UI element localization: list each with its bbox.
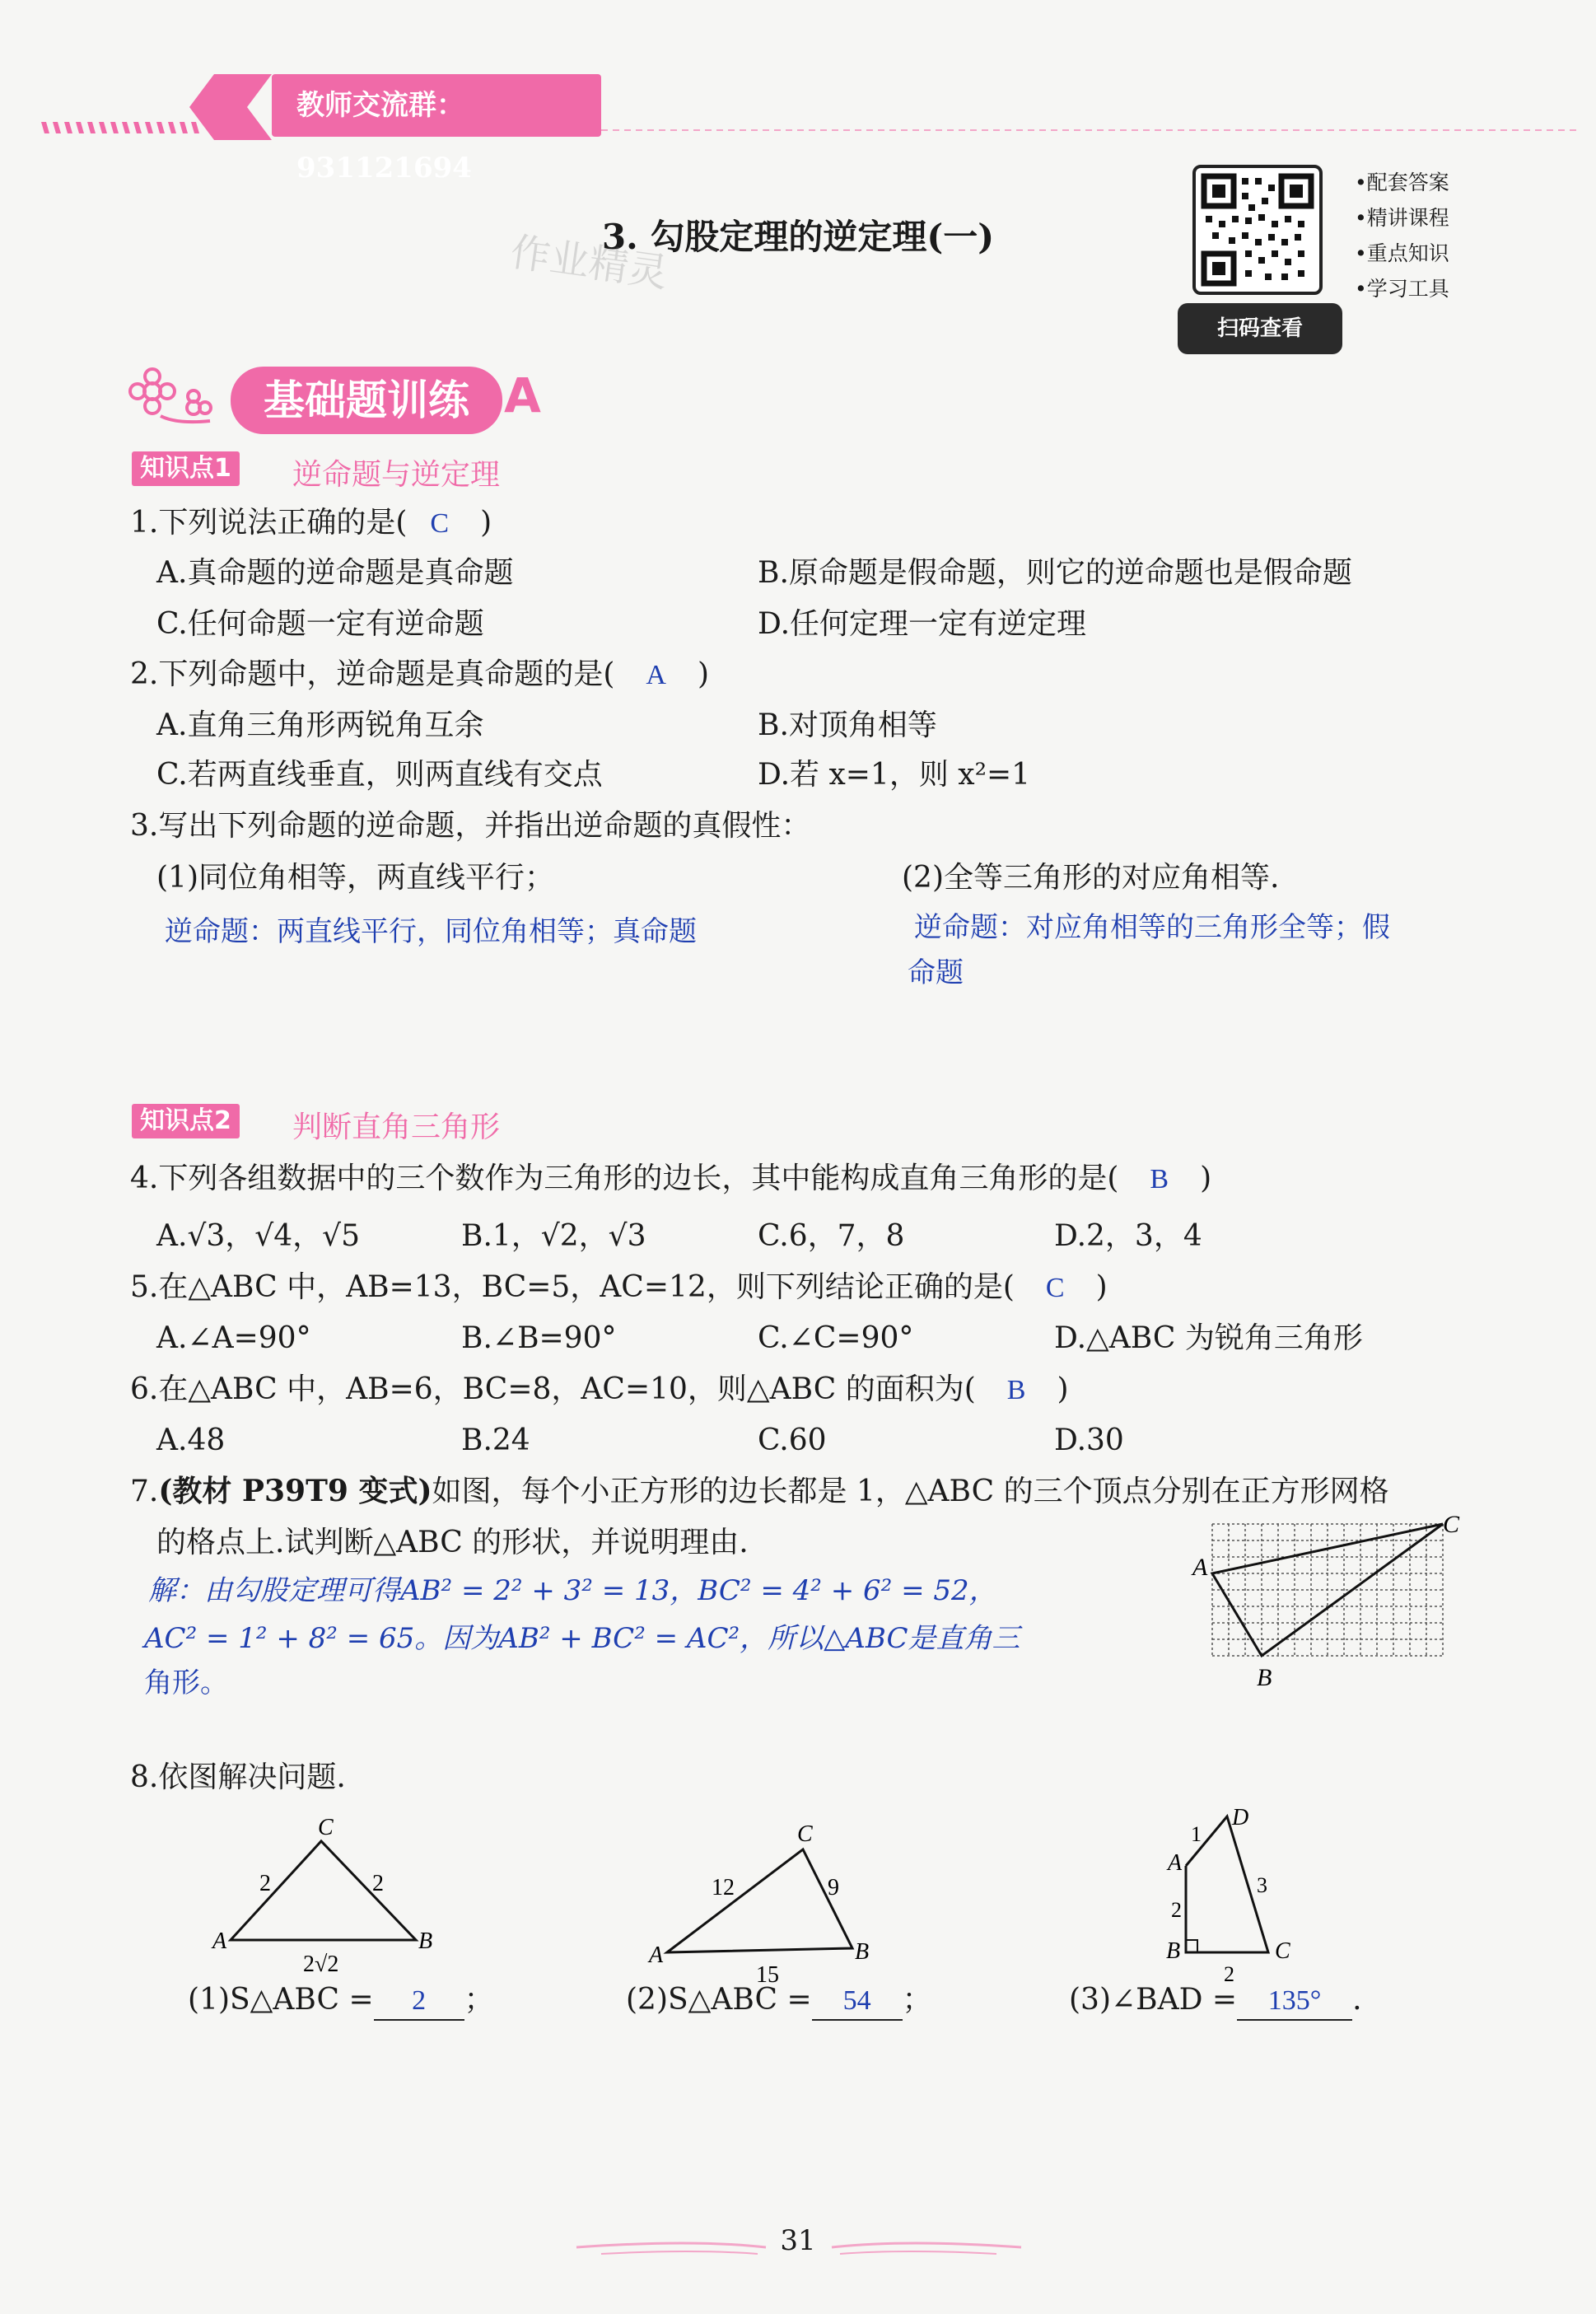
page-number: 31	[780, 2224, 816, 2257]
q5-option-c: C.∠C=90°	[758, 1321, 914, 1355]
kp2-name: 判断直角三角形	[292, 1110, 501, 1144]
q5-stem: 5.在△ABC 中，AB=13，BC=5，AC=12，则下列结论正确的是( C )	[130, 1270, 1108, 1304]
q7-solution-line3: 角形。	[144, 1667, 228, 1699]
f3-side-cd: 3	[1257, 1873, 1267, 1897]
q4-option-d: D.2，3，4	[1054, 1219, 1202, 1253]
f1-side-bc: 2	[372, 1871, 384, 1896]
f3-side-ab: 2	[1171, 1898, 1182, 1922]
q7-solution-line1: 解：由勾股定理可得AB² = 2² + 3² = 13，BC² = 4² + 6² = 52，	[148, 1574, 997, 1607]
f3-side-ad: 1	[1191, 1822, 1202, 1846]
f1-side-ab: 2√2	[303, 1952, 339, 1977]
q8-part3: (3)∠BAD = 135° .	[1069, 1981, 1362, 2021]
qr-item-knowledge: •重点知识	[1355, 241, 1449, 265]
section-level: A	[504, 367, 541, 423]
q7-source: (教材 P39T9 变式)	[158, 1474, 432, 1508]
q8-figure3	[1153, 1800, 1318, 1998]
q1-option-c: C.任何命题一定有逆命题	[156, 607, 484, 641]
q6-option-d: D.30	[1054, 1423, 1124, 1457]
f1-label-a: A	[212, 1928, 227, 1954]
q3-answer2-line2: 命题	[908, 956, 964, 989]
q2-option-b: B.对顶角相等	[758, 708, 937, 742]
q3-answer1: 逆命题：两直线平行，同位角相等；真命题	[165, 915, 697, 948]
q8-part1: (1)S△ABC = 2 ；	[188, 1981, 494, 2021]
q1-option-b: B.原命题是假命题，则它的逆命题也是假命题	[758, 556, 1352, 590]
q8-stem: 8.依图解决问题.	[130, 1760, 346, 1794]
q5-option-b: B.∠B=90°	[461, 1321, 617, 1355]
f3-label-b: B	[1166, 1938, 1181, 1964]
qr-item-tools: •学习工具	[1355, 277, 1449, 301]
q1-answer: C	[430, 508, 450, 539]
q8-figure2	[642, 1821, 898, 1985]
q7-label-c: C	[1443, 1516, 1460, 1538]
header-stripes	[0, 66, 1596, 148]
q7-grid-figure	[1178, 1516, 1474, 1697]
q8-answer1: 2	[374, 1984, 464, 2021]
q4-option-b: B.1，√2，√3	[461, 1219, 646, 1253]
q1-option-d: D.任何定理一定有逆定理	[758, 607, 1087, 641]
q5-option-d: D.△ABC 为锐角三角形	[1054, 1321, 1363, 1355]
q5-answer: C	[1045, 1273, 1065, 1303]
q3-part1: (1)同位角相等，两直线平行；	[156, 861, 554, 895]
q6-option-c: C.60	[758, 1423, 827, 1457]
f2-label-a: A	[649, 1942, 664, 1968]
q6-option-a: A.48	[156, 1423, 226, 1457]
q2-answer: A	[646, 660, 666, 690]
q4-option-c: C.6，7，8	[758, 1219, 905, 1253]
qr-item-answers: •配套答案	[1355, 171, 1449, 194]
q7-label-b: B	[1257, 1664, 1272, 1691]
qr-item-courses: •精讲课程	[1355, 206, 1449, 230]
watermark: 作业精灵	[507, 228, 671, 297]
f2-side-ac: 12	[712, 1875, 735, 1900]
f2-label-c: C	[797, 1821, 813, 1847]
f2-label-b: B	[855, 1939, 870, 1965]
qr-pattern-icon	[1196, 168, 1319, 292]
q3-stem: 3.写出下列命题的逆命题，并指出逆命题的真假性：	[130, 809, 811, 843]
q8-figure1	[198, 1816, 453, 1981]
q2-stem: 2.下列命题中，逆命题是真命题的是( A )	[130, 657, 710, 691]
q3-answer2-line1: 逆命题：对应角相等的三角形全等；假	[914, 911, 1390, 944]
q2-option-d: D.若 x=1，则 x²=1	[758, 758, 1031, 792]
q8-answer2: 54	[812, 1984, 903, 2021]
teacher-group-tag: 教师交流群：931121694	[272, 74, 601, 137]
q7-stem-line2: 的格点上.试判断△ABC 的形状，并说明理由.	[156, 1526, 749, 1559]
q1-option-a: A.真命题的逆命题是真命题	[156, 556, 514, 590]
q8-part2: (2)S△ABC = 54 ；	[626, 1981, 932, 2021]
q1-stem: 1.下列说法正确的是( C )	[130, 506, 492, 540]
q4-answer: B	[1150, 1164, 1169, 1194]
kp1-name: 逆命题与逆定理	[292, 458, 501, 492]
q3-part2: (2)全等三角形的对应角相等.	[902, 861, 1280, 895]
qr-feature-list	[1355, 165, 1449, 306]
q2-option-a: A.直角三角形两锐角互余	[156, 708, 484, 742]
f3-side-bc: 2	[1224, 1962, 1234, 1986]
q4-option-a: A.√3，√4，√5	[156, 1219, 360, 1253]
f2-side-bc: 9	[828, 1875, 839, 1900]
q7-label-a: A	[1192, 1554, 1208, 1581]
q7-stem-line1: 7.(教材 P39T9 变式)如图，每个小正方形的边长都是 1，△ABC 的三个顶点分别在正方形网格	[130, 1474, 1389, 1508]
f2-side-ab: 15	[756, 1962, 779, 1985]
page-title: 3. 勾股定理的逆定理(一)	[601, 217, 995, 257]
kp2-tag: 知识点2	[132, 1104, 240, 1138]
section-title: 基础题训练	[231, 367, 502, 434]
q8-answer3: 135°	[1237, 1984, 1352, 2021]
kp1-tag: 知识点1	[132, 451, 240, 486]
scan-button[interactable]: 扫码查看	[1178, 303, 1342, 354]
qr-code[interactable]	[1192, 165, 1323, 295]
q4-stem: 4.下列各组数据中的三个数作为三角形的边长，其中能构成直角三角形的是( B )	[130, 1162, 1212, 1195]
q5-option-a: A.∠A=90°	[156, 1321, 311, 1355]
q2-option-c: C.若两直线垂直，则两直线有交点	[156, 758, 603, 792]
f3-label-c: C	[1275, 1938, 1290, 1964]
f3-label-d: D	[1232, 1805, 1249, 1830]
q6-option-b: B.24	[461, 1423, 530, 1457]
q7-solution-line2: AC² = 1² + 8² = 65。因为AB² + BC² = AC²，所以△ABC是直角三	[144, 1622, 1020, 1655]
f1-label-c: C	[318, 1816, 334, 1840]
q6-stem: 6.在△ABC 中，AB=6，BC=8，AC=10，则△ABC 的面积为( B )	[130, 1372, 1069, 1406]
f1-side-ac: 2	[259, 1871, 271, 1896]
q6-answer: B	[1006, 1375, 1026, 1405]
flower-icon	[128, 367, 226, 432]
f3-label-a: A	[1168, 1850, 1183, 1876]
f1-label-b: B	[418, 1928, 433, 1954]
